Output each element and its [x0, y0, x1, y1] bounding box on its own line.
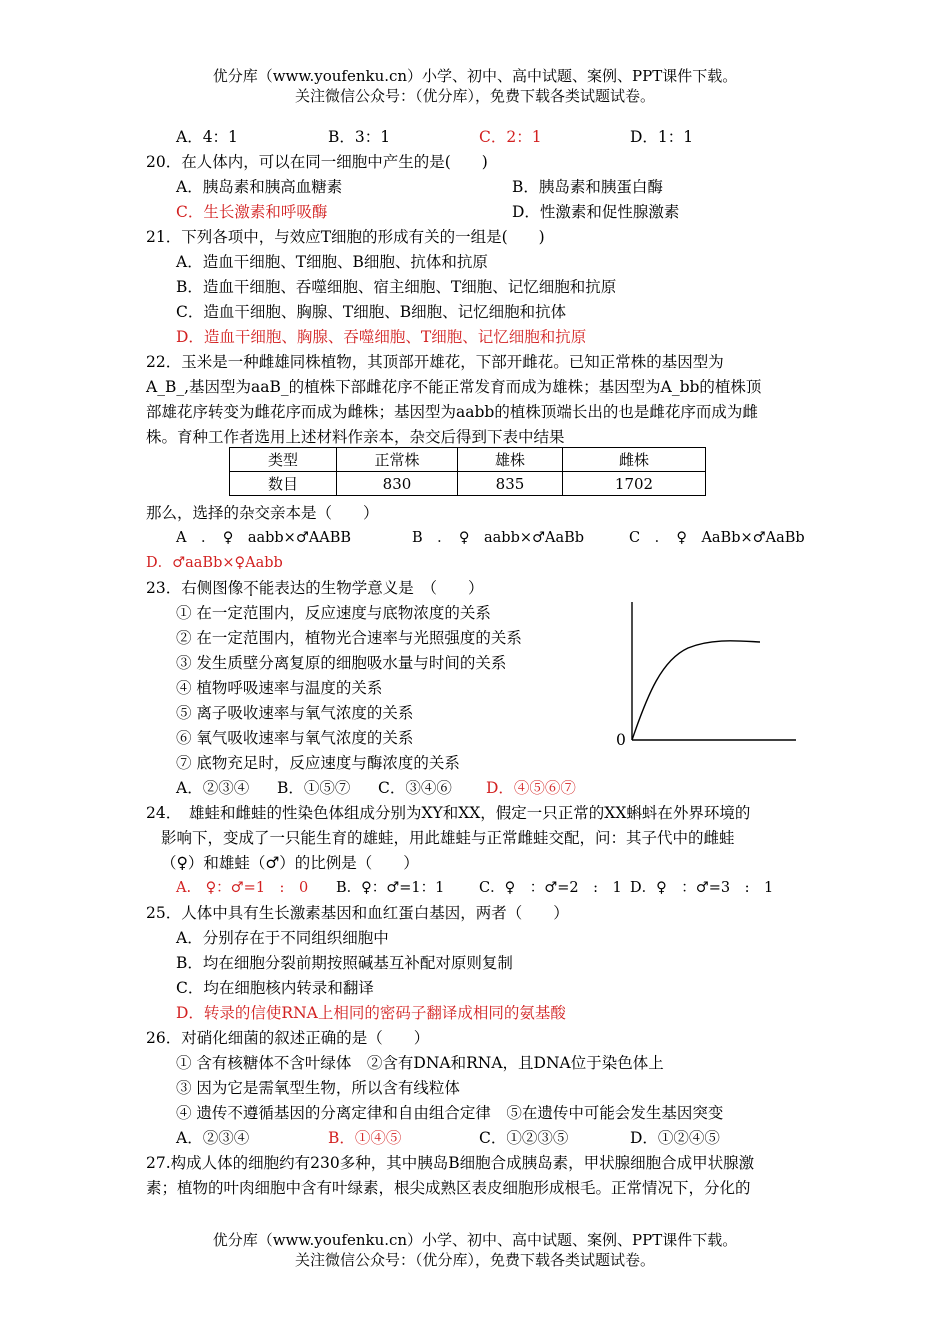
- q22-line-2: A_B_,基因型为aaB_的植株下部雌花序不能正常发育而成为雄株；基因型为A_bb的植株顶: [146, 378, 762, 396]
- q20-option-c: C．生长激素和呼吸酶: [176, 203, 328, 221]
- q26-option-c: C．①②③⑤: [479, 1129, 569, 1147]
- table-header-cell: 正常株: [337, 448, 458, 472]
- q25-option-c: C．均在细胞核内转录和翻译: [176, 979, 374, 997]
- q24-option-c: C．♀ ：♂=2 : 1: [479, 880, 622, 896]
- q23-item-7: ⑦ 底物充足时，反应速度与酶浓度的关系: [176, 754, 460, 772]
- q26-item-2: ③ 因为它是需氧型生物，所以含有线粒体: [176, 1079, 460, 1097]
- q22-option-d: D．♂aaBb×♀Aabb: [146, 555, 283, 571]
- table-header-cell: 雌株: [563, 448, 706, 472]
- q24-option-b: B．♀：♂=1：1: [336, 880, 445, 896]
- q25-stem: 25．人体中具有生长激素基因和血红蛋白基因，两者（ ）: [146, 904, 569, 922]
- q22-line-3: 部雄花序转变为雌花序而成为雌株；基因型为aabb的植株顶端长出的也是雌花序而成为雌: [146, 403, 758, 421]
- q22-option-b: B ． ♀ aabb×♂AaBb: [412, 530, 585, 546]
- table-header-cell: 雄株: [458, 448, 563, 472]
- q25-option-a: A．分别存在于不同组织细胞中: [176, 929, 389, 947]
- q23-saturation-curve-graph: [600, 598, 800, 748]
- q22-option-a: A ． ♀ aabb×♂AABB: [176, 530, 352, 546]
- table-row: [230, 472, 706, 496]
- q23-item-3: ③ 发生质壁分离复原的细胞吸水量与时间的关系: [176, 654, 507, 672]
- q23-stem-pre: 23．右侧图像: [146, 579, 244, 597]
- q20-option-b: B．胰岛素和胰蛋白酶: [512, 178, 663, 196]
- q23-stem-emphasis: 不: [243, 579, 259, 597]
- q19-option-b: B．3：1: [328, 128, 391, 146]
- q26-item-1: ① 含有核糖体不含叶绿体 ②含有DNA和RNA，且DNA位于染色体上: [176, 1054, 664, 1072]
- table-cell: 830: [337, 472, 458, 496]
- table-cell: 835: [458, 472, 563, 496]
- q23-option-b: B．①⑤⑦: [277, 779, 351, 797]
- q21-option-a: A．造血干细胞、T细胞、B细胞、抗体和抗原: [176, 253, 488, 271]
- q23-item-2: ② 在一定范围内，植物光合速率与光照强度的关系: [176, 629, 522, 647]
- footer-line-2: 关注微信公众号：（优分库），免费下载各类试题试卷。: [294, 1251, 655, 1269]
- q24-option-a: A. ♀：♂=1 : 0: [176, 880, 309, 896]
- header-line-1: 优分库（www.youfenku.cn）小学、初中、高中试题、案例、PPT课件下载。: [212, 67, 738, 85]
- q24-line-2: 影响下，变成了一只能生育的雄蛙，用此雄蛙与正常雌蛙交配，问：其子代中的雌蛙: [161, 829, 735, 847]
- table-header-cell: 类型: [230, 448, 337, 472]
- q19-option-a: A．4：1: [176, 128, 238, 146]
- q24-line-1: 24． 雄蛙和雌蛙的性染色体组成分别为XY和XX，假定一只正常的XX蝌蚪在外界环境的: [146, 804, 751, 822]
- q23-item-1: ① 在一定范围内，反应速度与底物浓度的关系: [176, 604, 491, 622]
- q23-item-6: ⑥ 氧气吸收速率与氧气浓度的关系: [176, 729, 414, 747]
- q26-option-a: A．②③④: [176, 1129, 250, 1147]
- q26-stem: 26．对硝化细菌的叙述正确的是（ ）: [146, 1029, 430, 1047]
- q23-item-4: ④ 植物呼吸速率与温度的关系: [176, 679, 383, 697]
- table-cell: 1702: [563, 472, 706, 496]
- q22-option-c: C ． ♀ AaBb×♂AaBb: [629, 530, 805, 546]
- q19-option-d: D．1：1: [630, 128, 694, 146]
- q21-option-c: C．造血干细胞、胸腺、T细胞、B细胞、记忆细胞和抗体: [176, 303, 567, 321]
- q20-option-a: A．胰岛素和胰高血糖素: [176, 178, 343, 196]
- q19-option-c: C．2：1: [479, 128, 542, 146]
- q23-stem: [146, 577, 484, 599]
- table-row: [230, 448, 706, 472]
- footer-line-1: 优分库（www.youfenku.cn）小学、初中、高中试题、案例、PPT课件下载。: [212, 1231, 738, 1249]
- q23-option-a: A．②③④: [176, 779, 250, 797]
- q25-option-b: B．均在细胞分裂前期按照碱基互补配对原则复制: [176, 954, 513, 972]
- q22-result-table: [229, 447, 706, 496]
- q24-option-d: D．♀ ：♂=3 : 1: [630, 880, 774, 896]
- table-cell: 数目: [230, 472, 337, 496]
- q23-option-d: D．④⑤⑥⑦: [486, 779, 576, 797]
- q27-line-1: 27.构成人体的细胞约有230多种，其中胰岛B细胞合成胰岛素，甲状腺细胞合成甲状腺激: [146, 1154, 755, 1172]
- q26-item-3: ④ 遗传不遵循基因的分离定律和自由组合定律 ⑤在遗传中可能会发生基因突变: [176, 1104, 724, 1122]
- graph-origin-label: 0: [616, 731, 626, 749]
- q26-option-d: D．①②④⑤: [630, 1129, 720, 1147]
- q21-option-d: D．造血干细胞、胸腺、吞噬细胞、T细胞、记忆细胞和抗原: [176, 328, 587, 346]
- q23-stem-post: 能表达的生物学意义是 （ ）: [258, 579, 484, 597]
- q25-option-d: D．转录的信使RNA上相同的密码子翻译成相同的氨基酸: [176, 1004, 566, 1022]
- q22-ask: 那么，选择的杂交亲本是（ ）: [146, 504, 379, 522]
- q23-option-c: C．③④⑥: [378, 779, 452, 797]
- q22-line-1: 22．玉米是一种雌雄同株植物，其顶部开雄花，下部开雌花。已知正常株的基因型为: [146, 353, 724, 371]
- q22-line-4: 株。育种工作者选用上述材料作亲本，杂交后得到下表中结果: [146, 428, 565, 446]
- q26-option-b: B．①④⑤: [328, 1129, 402, 1147]
- q27-line-2: 素；植物的叶肉细胞中含有叶绿素，根尖成熟区表皮细胞形成根毛。正常情况下，分化的: [146, 1179, 751, 1197]
- q24-line-3: （♀）和雄蛙（♂）的比例是（ ）: [161, 854, 419, 872]
- q21-option-b: B．造血干细胞、吞噬细胞、宿主细胞、T细胞、记忆细胞和抗原: [176, 278, 617, 296]
- q20-stem: 20．在人体内，可以在同一细胞中产生的是( ): [146, 153, 488, 171]
- q20-option-d: D．性激素和促性腺激素: [512, 203, 680, 221]
- q23-item-5: ⑤ 离子吸收速率与氧气浓度的关系: [176, 704, 414, 722]
- q21-stem: 21．下列各项中，与效应T细胞的形成有关的一组是( ): [146, 228, 545, 246]
- header-line-2: 关注微信公众号：（优分库），免费下载各类试题试卷。: [294, 87, 655, 105]
- saturation-curve: [632, 641, 760, 740]
